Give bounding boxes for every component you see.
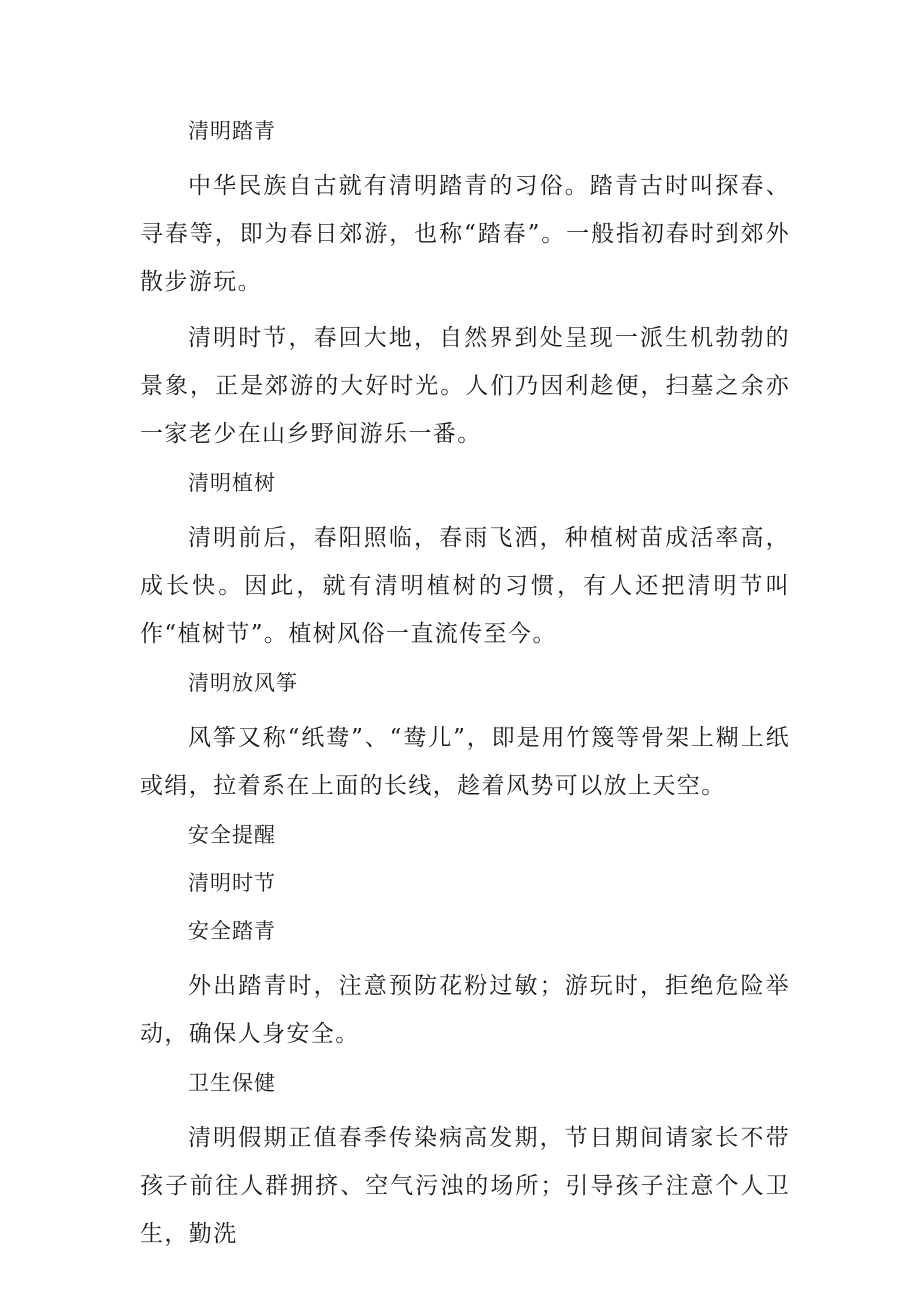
paragraph-weisheng: 清明假期正值春季传染病高发期，节日期间请家长不带孩子前往人群拥挤、空气污浊的场所；引导孩子注意个人卫生，勤洗 (140, 1125, 790, 1247)
section-heading-anquan-taqing: 安全踏青 (188, 919, 276, 943)
section-heading-anquan-tixing: 安全提醒 (188, 823, 276, 847)
section-heading-taqing: 清明踏青 (188, 119, 276, 143)
section-heading-weisheng: 卫生保健 (188, 1071, 276, 1095)
document-page (140, 114, 790, 1266)
section-heading-qingming-shijie: 清明时节 (188, 871, 276, 895)
paragraph-zhishu: 清明前后，春阳照临，春雨飞洒，种植树苗成活率高，成长快。因此，就有清明植树的习惯，有人还把清明节叫作“植树节”。植树风俗一直流传至今。 (140, 525, 790, 647)
section-heading-fengzheng: 清明放风筝 (188, 671, 298, 695)
paragraph-taqing-intro: 中华民族自古就有清明踏青的习俗。踏青古时叫探春、寻春等，即为春日郊游，也称“踏春”。一般指初春时到郊外散步游玩。 (140, 173, 790, 295)
section-heading-zhishu: 清明植树 (188, 471, 276, 495)
paragraph-taqing-season: 清明时节，春回大地，自然界到处呈现一派生机勃勃的景象，正是郊游的大好时光。人们乃因利趁便，扫墓之余亦一家老少在山乡野间游乐一番。 (140, 325, 790, 447)
paragraph-anquan-taqing: 外出踏青时，注意预防花粉过敏；游玩时，拒绝危险举动，确保人身安全。 (140, 973, 790, 1047)
paragraph-fengzheng: 风筝又称“纸鸯”、“鸯儿”，即是用竹篾等骨架上糊上纸或绢，拉着系在上面的长线，趁着风势可以放上天空。 (140, 725, 790, 799)
